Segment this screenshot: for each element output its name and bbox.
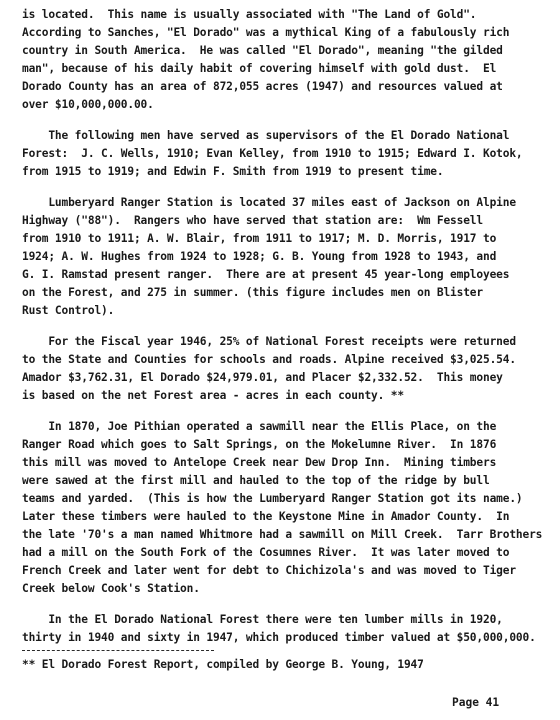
paragraph-5-line-8: had a mill on the South Fork of the Cosumnes River. It was later moved to: [22, 546, 510, 559]
paragraph-3-line-3: from 1910 to 1911; A. W. Blair, from 1911 to 1917; M. D. Morris, 1917 to: [22, 232, 497, 245]
paragraph-5-line-7: the late '70's a man named Whitmore had a sawmill on Mill Creek. Tarr Brothers: [22, 528, 543, 541]
paragraph-5-line-2: Ranger Road which goes to Salt Springs, on the Mokelumne River. In 1876: [22, 438, 497, 451]
paragraph-1-line-4: man", because of his daily habit of covering himself with gold dust. El: [22, 62, 497, 75]
paragraph-5-line-9: French Creek and later went for debt to Chichizola's and was moved to Tiger: [22, 564, 516, 577]
footnote: ** El Dorado Forest Report, compiled by George B. Young, 1947: [22, 658, 424, 671]
paragraph-6-line-2: thirty in 1940 and sixty in 1947, which produced timber valued at $50,000,000.: [22, 631, 536, 644]
paragraph-5-line-5: teams and yarded. (This is how the Lumberyard Ranger Station got its name.): [22, 492, 523, 505]
paragraph-1-line-6: over $10,000,000.00.: [22, 98, 154, 111]
paragraph-3-line-5: G. I. Ramstad present ranger. There are at present 45 year-long employees: [22, 268, 510, 281]
paragraph-2-line-2: Forest: J. C. Wells, 1910; Evan Kelley, from 1910 to 1915; Edward I. Kotok,: [22, 147, 523, 160]
page-number: Page 41: [452, 696, 500, 709]
paragraph-4-line-4: is based on the net Forest area - acres in each county. **: [22, 389, 404, 402]
paragraph-1-line-2: According to Sanches, "El Dorado" was a mythical King of a fabulously rich: [22, 26, 510, 39]
paragraph-1-line-3: country in South America. He was called "El Dorado", meaning "the gilded: [22, 44, 503, 57]
paragraph-4-line-1: For the Fiscal year 1946, 25% of National Forest receipts were returned: [22, 335, 516, 348]
paragraph-2-line-3: from 1915 to 1919; and Edwin F. Smith from 1919 to present time.: [22, 165, 444, 178]
paragraph-4-line-3: Amador $3,762.31, El Dorado $24,979.01, and Placer $2,332.52. This money: [22, 371, 503, 384]
paragraph-3-line-6: on the Forest, and 275 in summer. (this figure includes men on Blister: [22, 286, 483, 299]
paragraph-3-line-2: Highway ("88"). Rangers who have served that station are: Wm Fessell: [22, 214, 483, 227]
paragraph-1-line-1: is located. This name is usually associated with "The Land of Gold".: [22, 8, 477, 21]
paragraph-4-line-2: to the State and Counties for schools and roads. Alpine received $3,025.54.: [22, 353, 516, 366]
paragraph-5-line-1: In 1870, Joe Pithian operated a sawmill near the Ellis Place, on the: [22, 420, 497, 433]
paragraph-6-line-1: In the El Dorado National Forest there were ten lumber mills in 1920,: [22, 613, 503, 626]
paragraph-5-line-3: this mill was moved to Antelope Creek near Dew Drop Inn. Mining timbers: [22, 456, 497, 469]
paragraph-3-line-7: Rust Control).: [22, 304, 115, 317]
paragraph-5-line-4: were sawed at the first mill and hauled to the top of the ridge by bull: [22, 474, 490, 487]
paragraph-3-line-4: 1924; A. W. Hughes from 1924 to 1928; G. B. Young from 1928 to 1943, and: [22, 250, 497, 263]
paragraph-1-line-5: Dorado County has an area of 872,055 acres (1947) and resources valued at: [22, 80, 503, 93]
paragraph-5-line-10: Creek below Cook's Station.: [22, 582, 200, 595]
paragraph-5-line-6: Later these timbers were hauled to the Keystone Mine in Amador County. In: [22, 510, 510, 523]
footnote-separator: [22, 650, 214, 651]
paragraph-2-line-1: The following men have served as supervisors of the El Dorado National: [22, 129, 510, 142]
paragraph-3-line-1: Lumberyard Ranger Station is located 37 miles east of Jackson on Alpine: [22, 196, 516, 209]
